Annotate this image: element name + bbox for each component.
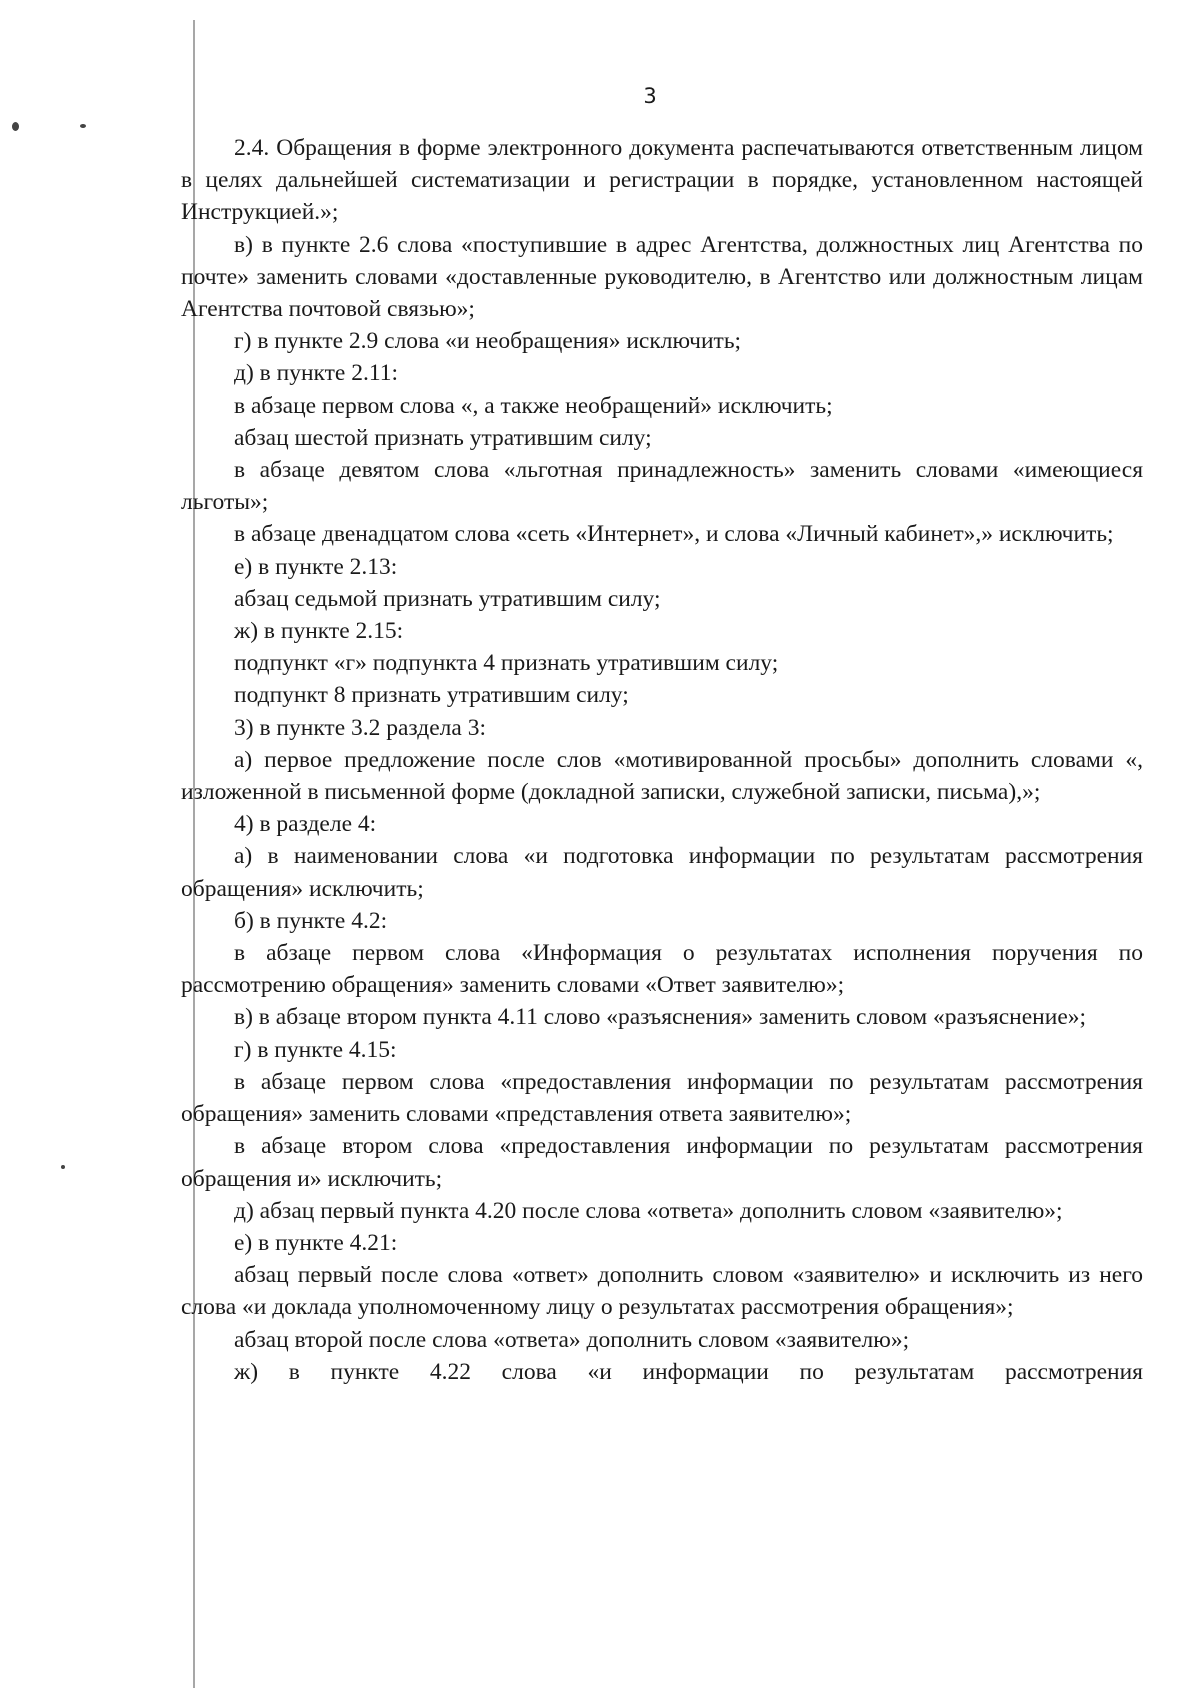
paragraph: абзац первый после слова «ответ» дополнить словом «заявителю» и исключить из него слова «и доклада уполномоченному лицу о результатах рассмотрения обращения»; <box>181 1262 1143 1321</box>
paragraph: в абзаце девятом слова «льготная принадлежность» заменить словами «имеющиеся льготы»; <box>181 457 1143 516</box>
paragraph: в абзаце первом слова «Информация о результатах исполнения поручения по рассмотрению обращения» заменить словами «Ответ заявителю»; <box>181 940 1143 999</box>
paragraph: ж) в пункте 2.15: <box>234 618 404 645</box>
paragraph: подпункт «г» подпункта 4 признать утратившим силу; <box>234 650 779 677</box>
paragraph: в абзаце первом слова «предоставления информации по результатам рассмотрения обращения» заменить словами «представления ответа заявителю»; <box>181 1068 1143 1128</box>
scan-speck <box>12 122 19 131</box>
paragraph: е) в пункте 4.21: <box>234 1229 398 1256</box>
paragraph: абзац второй после слова «ответа» дополнить словом «заявителю»; <box>234 1326 910 1353</box>
paragraph: в абзаце двенадцатом слова «сеть «Интернет», и слова «Личный кабинет»,» исключить; <box>234 521 1114 548</box>
paragraph: а) первое предложение после слов «мотивированной просьбы» дополнить словами «, изложенной в письменной форме (докладной записки, служебной записки, письма),»; <box>181 746 1143 806</box>
scan-speck <box>61 1165 65 1169</box>
paragraph: подпункт 8 признать утратившим силу; <box>234 682 629 709</box>
paragraph: в абзаце втором слова «предоставления информации по результатам рассмотрения обращения и» исключить; <box>181 1133 1143 1192</box>
paragraph: а) в наименовании слова «и подготовка информации по результатам рассмотрения обращения» исключить; <box>181 843 1143 902</box>
paragraph: абзац седьмой признать утратившим силу; <box>234 585 661 612</box>
scan-speck <box>80 124 86 128</box>
paragraph: 2.4. Обращения в форме электронного документа распечатываются ответственным лицом в целях дальнейшей систематизации и регистрации в порядке, установленном настоящей Инструкцией.»; <box>181 135 1143 226</box>
page-number: 3 <box>643 84 657 108</box>
paragraph: в) в абзаце втором пункта 4.11 слово «разъяснения» заменить словом «разъяснение»; <box>234 1004 1087 1031</box>
paragraph: в) в пункте 2.6 слова «поступившие в адрес Агентства, должностных лиц Агентства по почте» заменить словами «доставленные руководителю, в Агентство или должностным лицам Агентства почтовой связью»; <box>181 231 1143 323</box>
paragraph: ж) в пункте 4.22 слова «и информации по результатам рассмотрения <box>234 1358 1143 1385</box>
paragraph: е) в пункте 2.13: <box>234 553 398 580</box>
paragraph: б) в пункте 4.2: <box>234 907 388 934</box>
document-body <box>181 132 1143 1388</box>
paragraph: абзац шестой признать утратившим силу; <box>234 424 652 451</box>
paragraph: д) в пункте 2.11: <box>234 360 398 387</box>
paragraph: 4) в разделе 4: <box>234 811 377 838</box>
paragraph: 3) в пункте 3.2 раздела 3: <box>234 714 486 741</box>
paragraph: г) в пункте 4.15: <box>234 1036 397 1063</box>
paragraph: в абзаце первом слова «, а также необращений» исключить; <box>234 392 833 419</box>
paragraph: г) в пункте 2.9 слова «и необращения» исключить; <box>234 328 742 355</box>
paragraph: д) абзац первый пункта 4.20 после слова «ответа» дополнить словом «заявителю»; <box>234 1197 1063 1224</box>
